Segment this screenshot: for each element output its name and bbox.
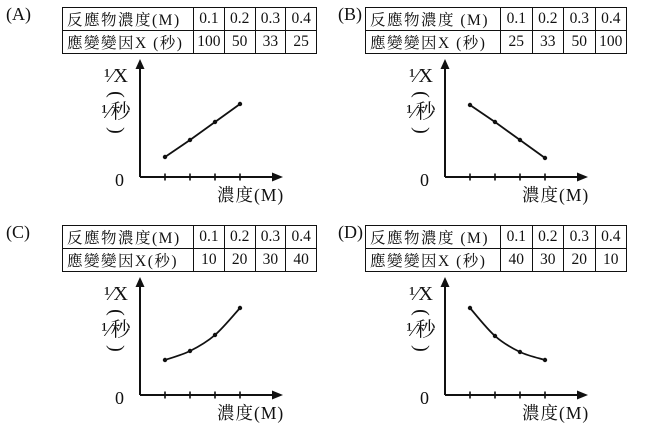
y-axis-arrow-icon — [136, 59, 145, 69]
table-row-concentration — [366, 226, 627, 249]
concentration-cell: 0.3 — [255, 226, 286, 249]
y-axis-unit-fraction-label: ¹⁄秒 — [101, 319, 131, 341]
variable-cell: 30 — [255, 249, 286, 272]
vertical-paren-close: ) — [105, 127, 128, 134]
concentration-cell: 0.4 — [286, 226, 317, 249]
row-header-variable: 應變變因X (秒) — [366, 31, 501, 54]
origin-label: 0 — [115, 170, 124, 190]
variable-cell: 10 — [595, 249, 627, 272]
origin-label: 0 — [420, 170, 429, 190]
concentration-cell: 0.1 — [501, 226, 533, 249]
x-axis-arrow-icon — [272, 391, 283, 400]
option-label: (D) — [338, 222, 363, 242]
table-row-concentration — [63, 226, 317, 249]
variable-cell: 20 — [224, 249, 255, 272]
vertical-paren-close: ) — [410, 127, 433, 134]
variable-cell: 40 — [501, 249, 533, 272]
concentration-cell: 0.4 — [286, 8, 317, 31]
x-axis-label: 濃度(M) — [522, 403, 590, 423]
option-panel-d — [332, 218, 664, 448]
variable-cell: 25 — [286, 31, 317, 54]
option-label: (A) — [6, 4, 31, 24]
table-row-variable — [63, 31, 317, 54]
concentration-cell: 0.4 — [595, 226, 627, 249]
graph-area — [95, 58, 290, 228]
row-header-concentration: 反應物濃度 (M) — [366, 8, 501, 31]
data-table — [62, 7, 317, 54]
variable-cell: 10 — [194, 249, 225, 272]
x-axis-arrow-icon — [272, 173, 283, 182]
option-label: (B) — [338, 4, 362, 24]
variable-cell: 30 — [532, 249, 564, 272]
graph-area — [400, 276, 595, 446]
y-axis-arrow-icon — [136, 277, 145, 287]
row-header-variable: 應變變因X (秒) — [366, 249, 501, 272]
y-axis-unit-fraction-label: ¹⁄秒 — [406, 319, 436, 341]
vertical-paren-close: ) — [105, 345, 128, 352]
origin-label: 0 — [115, 388, 124, 408]
variable-cell: 100 — [194, 31, 225, 54]
x-axis-arrow-icon — [577, 391, 588, 400]
table-row-variable — [366, 31, 627, 54]
vertical-paren-open: ( — [410, 91, 433, 98]
variable-cell: 100 — [595, 31, 627, 54]
data-table — [365, 7, 627, 54]
vertical-paren-open: ( — [410, 309, 433, 316]
table-row-concentration — [366, 8, 627, 31]
variable-cell: 33 — [532, 31, 564, 54]
concentration-cell: 0.1 — [194, 8, 225, 31]
concentration-cell: 0.2 — [532, 8, 564, 31]
option-panel-c — [0, 218, 332, 448]
y-axis-fraction-label: ¹⁄X — [409, 283, 433, 305]
graph-area — [95, 276, 290, 446]
concentration-cell: 0.2 — [224, 226, 255, 249]
graph-area — [400, 58, 595, 228]
vertical-paren-open: ( — [105, 309, 128, 316]
concentration-cell: 0.3 — [564, 8, 596, 31]
option-panel-b — [332, 0, 664, 218]
y-axis-fraction-label: ¹⁄X — [104, 283, 128, 305]
variable-cell: 33 — [255, 31, 286, 54]
x-axis-label: 濃度(M) — [217, 403, 285, 423]
variable-cell: 25 — [501, 31, 533, 54]
y-axis-arrow-icon — [441, 59, 450, 69]
concentration-cell: 0.4 — [595, 8, 627, 31]
concentration-cell: 0.2 — [532, 226, 564, 249]
x-axis-arrow-icon — [577, 173, 588, 182]
concentration-cell: 0.3 — [255, 8, 286, 31]
row-header-concentration: 反應物濃度(M) — [63, 8, 194, 31]
data-series — [163, 102, 242, 159]
concentration-cell: 0.2 — [224, 8, 255, 31]
y-axis-fraction-label: ¹⁄X — [104, 65, 128, 87]
x-axis-label: 濃度(M) — [522, 185, 590, 205]
data-series — [468, 103, 547, 160]
y-axis-fraction-label: ¹⁄X — [409, 65, 433, 87]
variable-cell: 40 — [286, 249, 317, 272]
concentration-cell: 0.3 — [564, 226, 596, 249]
row-header-concentration: 反應物濃度 (M) — [366, 226, 501, 249]
variable-cell: 50 — [224, 31, 255, 54]
x-axis-label: 濃度(M) — [217, 185, 285, 205]
variable-cell: 20 — [564, 249, 596, 272]
y-axis-unit-fraction-label: ¹⁄秒 — [101, 101, 131, 123]
table-row-variable — [366, 249, 627, 272]
option-label: (C) — [6, 222, 30, 242]
option-panel-a — [0, 0, 332, 218]
concentration-cell: 0.1 — [501, 8, 533, 31]
y-axis-arrow-icon — [441, 277, 450, 287]
data-series — [468, 306, 547, 362]
vertical-paren-open: ( — [105, 91, 128, 98]
table-row-variable — [63, 249, 317, 272]
row-header-variable: 應變變因X (秒) — [63, 31, 194, 54]
y-axis-unit-fraction-label: ¹⁄秒 — [406, 101, 436, 123]
origin-label: 0 — [420, 388, 429, 408]
table-row-concentration — [63, 8, 317, 31]
vertical-paren-close: ) — [410, 345, 433, 352]
concentration-cell: 0.1 — [194, 226, 225, 249]
row-header-variable: 應變變因X(秒) — [63, 249, 194, 272]
data-table — [365, 225, 627, 272]
variable-cell: 50 — [564, 31, 596, 54]
data-table — [62, 225, 317, 272]
row-header-concentration: 反應物濃度(M) — [63, 226, 194, 249]
data-series — [163, 306, 242, 362]
